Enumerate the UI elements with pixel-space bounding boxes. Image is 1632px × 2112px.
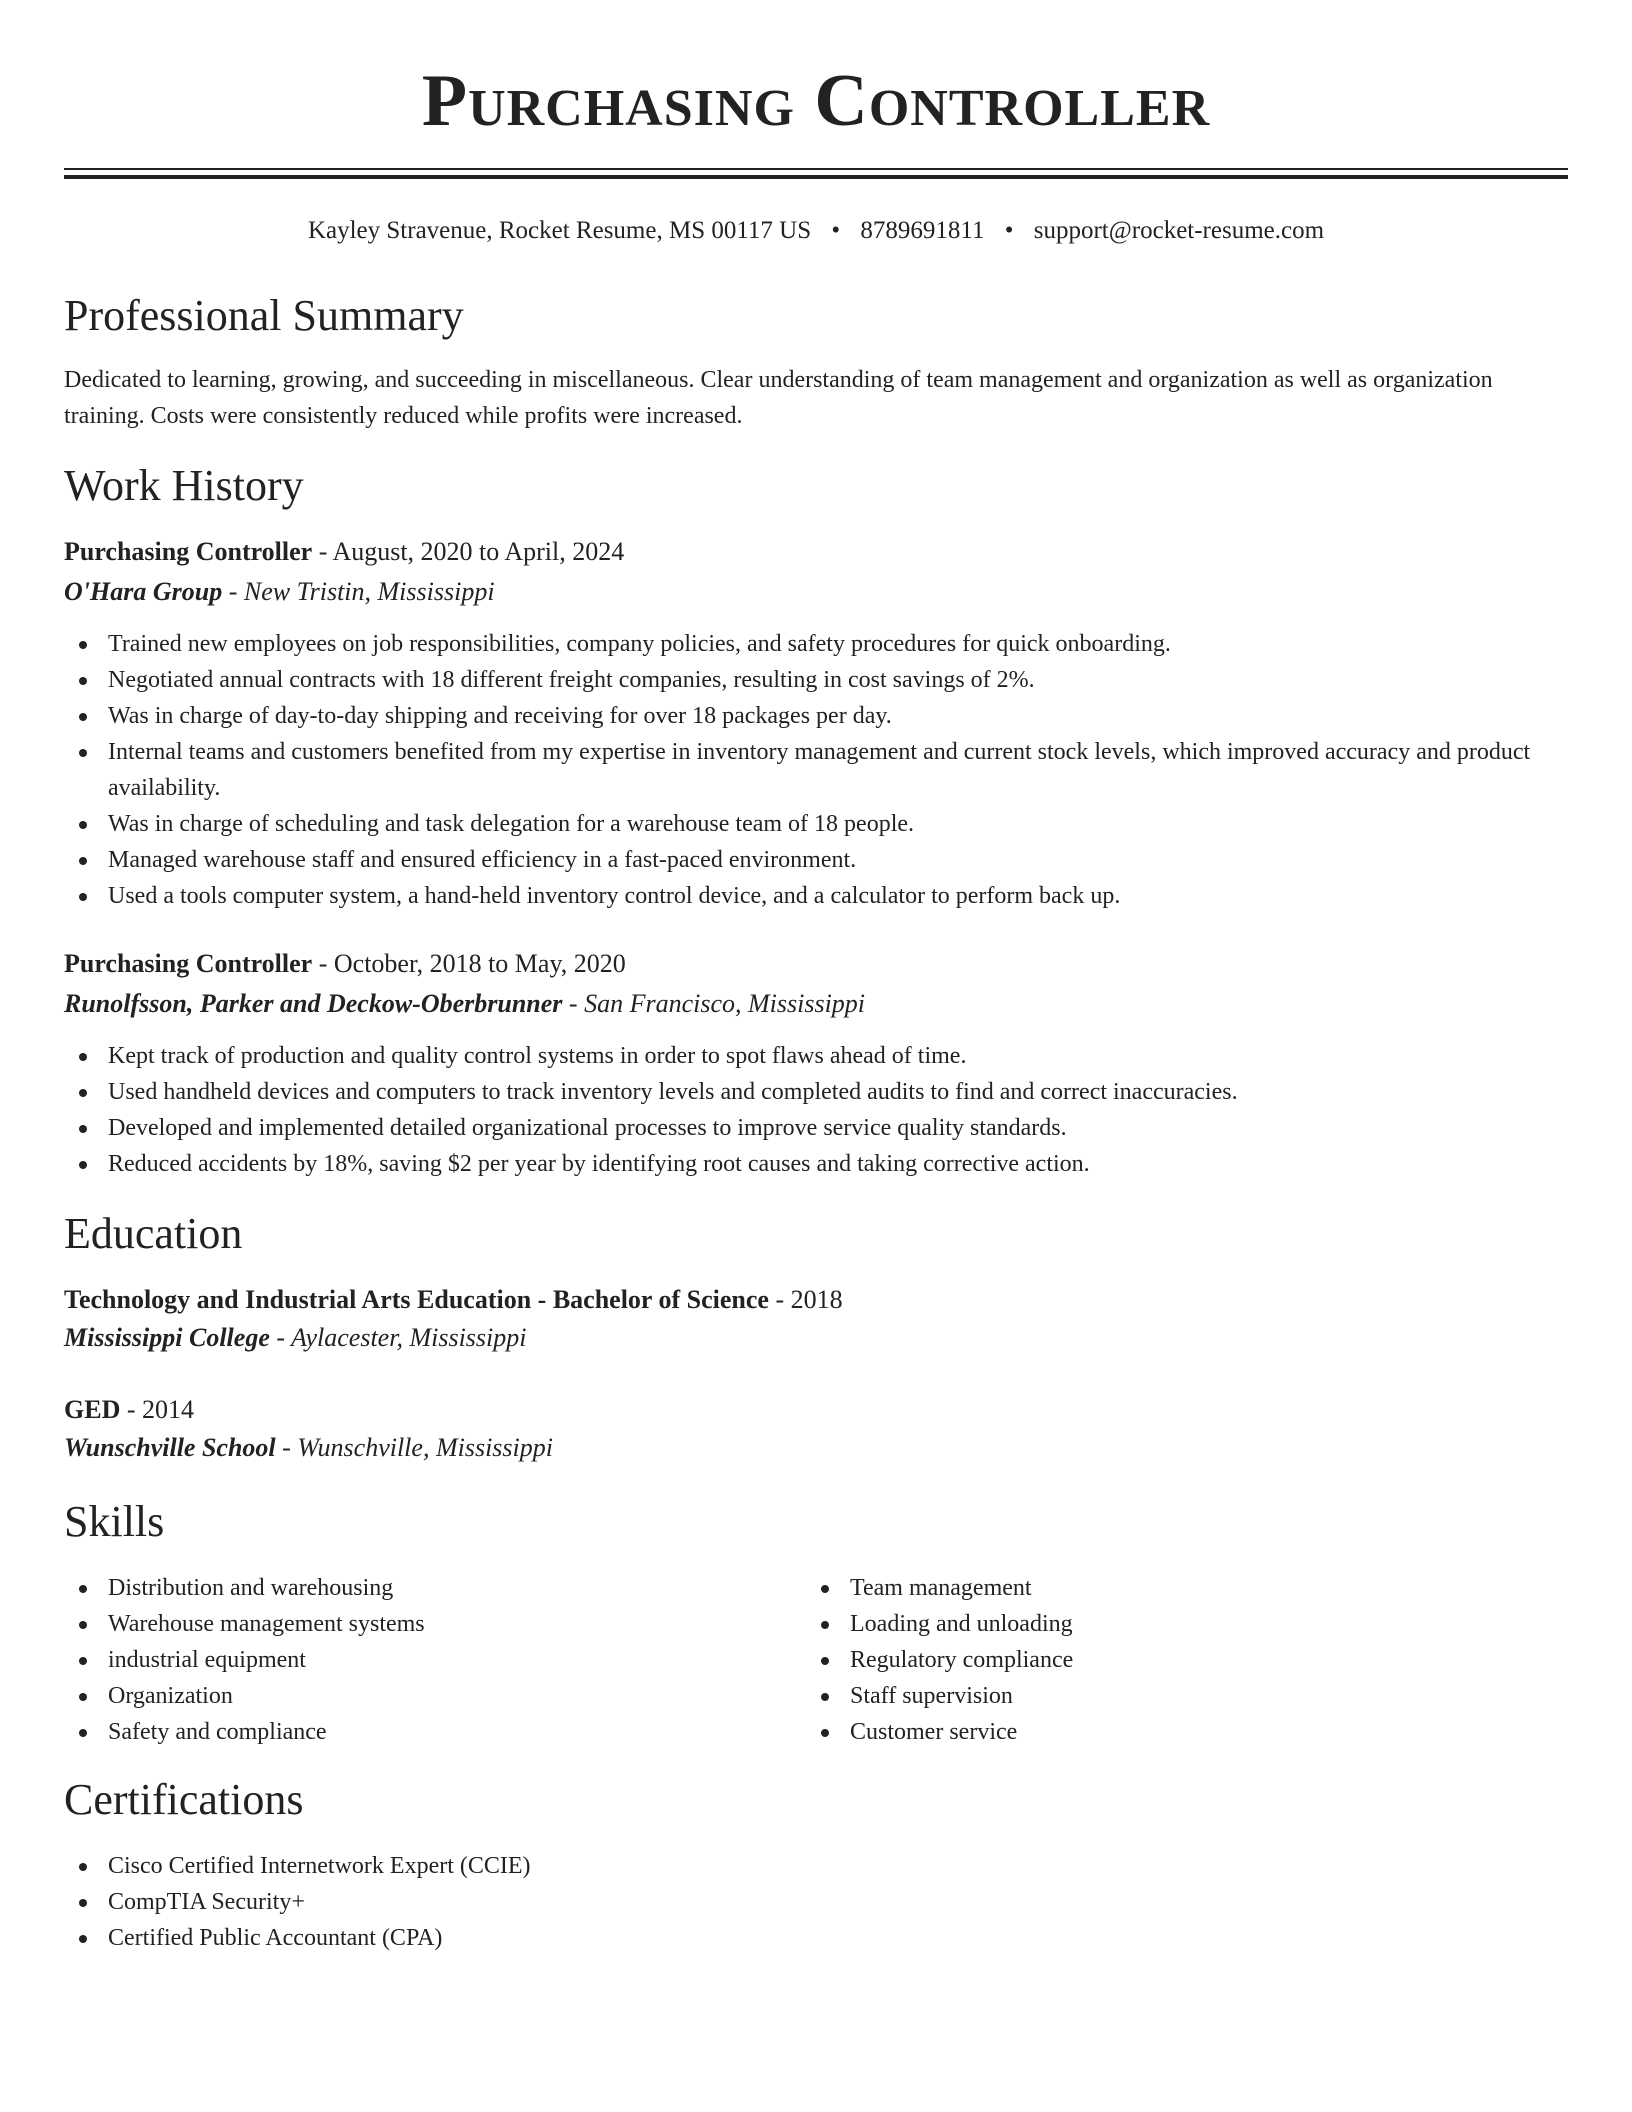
list-item: CompTIA Security+ <box>64 1884 1568 1920</box>
list-item: Trained new employees on job responsibilities, company policies, and safety procedures for quick onboarding. <box>64 626 1568 662</box>
skills-list-left <box>64 1570 804 1750</box>
list-item: Loading and unloading <box>806 1606 1546 1642</box>
list-item: Was in charge of scheduling and task delegation for a warehouse team of 18 people. <box>64 806 1568 842</box>
school-line <box>64 1320 526 1356</box>
contact-separator: • <box>1004 217 1014 244</box>
employer-location: - San Francisco, Mississippi <box>562 989 866 1018</box>
skills-list-right <box>806 1570 1546 1750</box>
employer-line <box>64 574 495 610</box>
list-item: Regulatory compliance <box>806 1642 1546 1678</box>
header-rule-thin <box>64 168 1568 170</box>
skills-heading: Skills <box>64 1497 165 1546</box>
school-name: Mississippi College <box>64 1323 270 1352</box>
employer-name: Runolfsson, Parker and Deckow-Oberbrunner <box>64 989 563 1018</box>
resume-name-title: Purchasing Controller <box>421 60 1211 142</box>
contact-phone: 8789691811 <box>860 217 985 244</box>
list-item: Customer service <box>806 1714 1546 1750</box>
list-item: Managed warehouse staff and ensured efficiency in a fast-paced environment. <box>64 842 1568 878</box>
list-item: Staff supervision <box>806 1678 1546 1714</box>
job-title-line <box>64 946 626 982</box>
list-item: Organization <box>64 1678 804 1714</box>
job-title-line <box>64 534 624 570</box>
degree-name: Technology and Industrial Arts Education - Bachelor of Science <box>64 1285 769 1314</box>
list-item: Developed and implemented detailed organizational processes to improve service quality standards. <box>64 1110 1568 1146</box>
school-name: Wunschville School <box>64 1433 276 1462</box>
list-item: Kept track of production and quality control systems in order to spot flaws ahead of time. <box>64 1038 1568 1074</box>
summary-text: Dedicated to learning, growing, and succeeding in miscellaneous. Clear understanding of team management and organization as well as organization training. Costs were consistently reduced while profits were increased. <box>64 367 1493 429</box>
list-item: Certified Public Accountant (CPA) <box>64 1920 1568 1956</box>
employer-name: O'Hara Group <box>64 577 223 606</box>
job-role: Purchasing Controller <box>64 949 313 978</box>
list-item: Distribution and warehousing <box>64 1570 804 1606</box>
certifications-list <box>64 1848 1568 1956</box>
education-heading: Education <box>64 1209 243 1258</box>
list-item: Was in charge of day-to-day shipping and receiving for over 18 packages per day. <box>64 698 1568 734</box>
list-item: Team management <box>806 1570 1546 1606</box>
list-item: Used handheld devices and computers to track inventory levels and completed audits to find and correct inaccuracies. <box>64 1074 1568 1110</box>
list-item: industrial equipment <box>64 1642 804 1678</box>
list-item: Negotiated annual contracts with 18 different freight companies, resulting in cost savings of 2%. <box>64 662 1568 698</box>
list-item: Safety and compliance <box>64 1714 804 1750</box>
list-item: Used a tools computer system, a hand-held inventory control device, and a calculator to perform back up. <box>64 878 1568 914</box>
contact-separator: • <box>831 217 841 244</box>
contact-line <box>0 215 1632 247</box>
list-item: Internal teams and customers benefited from my expertise in inventory management and current stock levels, which improved accuracy and product availability. <box>64 734 1568 806</box>
degree-line <box>64 1282 843 1318</box>
job-bullets <box>64 626 1568 914</box>
job-dates: - October, 2018 to May, 2020 <box>312 949 626 978</box>
job-bullets <box>64 1038 1568 1182</box>
contact-email: support@rocket-resume.com <box>1033 217 1325 244</box>
degree-year: - 2014 <box>120 1395 195 1424</box>
degree-name: GED <box>64 1395 121 1424</box>
summary-heading: Professional Summary <box>64 291 464 340</box>
header-rule-thick <box>64 175 1568 179</box>
list-item: Reduced accidents by 18%, saving $2 per year by identifying root causes and taking corrective action. <box>64 1146 1568 1182</box>
degree-line <box>64 1392 194 1428</box>
school-location: - Aylacester, Mississippi <box>269 1323 527 1352</box>
job-role: Purchasing Controller <box>64 537 313 566</box>
job-dates: - August, 2020 to April, 2024 <box>312 537 625 566</box>
degree-year: - 2018 <box>768 1285 843 1314</box>
list-item: Warehouse management systems <box>64 1606 804 1642</box>
contact-address: Kayley Stravenue, Rocket Resume, MS 00117 US <box>307 217 812 244</box>
school-line <box>64 1430 553 1466</box>
certifications-heading: Certifications <box>64 1775 304 1824</box>
employer-line <box>64 986 865 1022</box>
employer-location: - New Tristin, Mississippi <box>222 577 495 606</box>
school-location: - Wunschville, Mississippi <box>275 1433 553 1462</box>
work-history-heading: Work History <box>64 461 304 510</box>
list-item: Cisco Certified Internetwork Expert (CCIE) <box>64 1848 1568 1884</box>
